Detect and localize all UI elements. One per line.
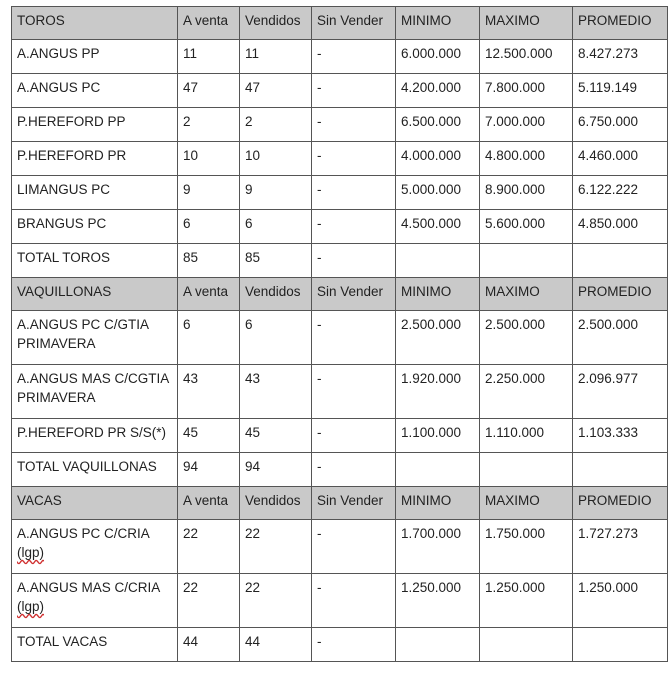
cell-minimo: 1.920.000 <box>396 365 480 419</box>
cell-a-venta: 47 <box>178 74 240 108</box>
table-row <box>12 74 668 108</box>
cell-promedio: 8.427.273 <box>573 40 668 74</box>
col-promedio: PROMEDIO <box>573 487 668 520</box>
section-header-vacas <box>12 487 668 520</box>
col-sin-vender: Sin Vender <box>312 278 396 311</box>
cell-minimo: 4.000.000 <box>396 142 480 176</box>
col-sin-vender: Sin Vender <box>312 487 396 520</box>
col-maximo: MAXIMO <box>480 487 573 520</box>
table-row <box>12 520 668 574</box>
col-vendidos: Vendidos <box>240 487 312 520</box>
cell-vendidos: 6 <box>240 311 312 365</box>
row-name <box>12 311 178 365</box>
cell-minimo: 1.700.000 <box>396 520 480 574</box>
cell-vendidos: 47 <box>240 74 312 108</box>
cell-minimo: 6.500.000 <box>396 108 480 142</box>
cell-promedio: 5.119.149 <box>573 74 668 108</box>
section-title: VAQUILLONAS <box>12 278 178 311</box>
cell-vendidos: 43 <box>240 365 312 419</box>
cell-a-venta: 2 <box>178 108 240 142</box>
empty-cell <box>396 244 480 278</box>
col-vendidos: Vendidos <box>240 7 312 40</box>
row-name: BRANGUS PC <box>12 210 178 244</box>
auction-results-table <box>11 6 668 662</box>
table-row <box>12 108 668 142</box>
cell-maximo: 7.800.000 <box>480 74 573 108</box>
section-title: VACAS <box>12 487 178 520</box>
table-row <box>12 419 668 453</box>
table-row <box>12 311 668 365</box>
col-a-venta: A venta <box>178 7 240 40</box>
cell-vendidos: 9 <box>240 176 312 210</box>
table-row <box>12 210 668 244</box>
cell-maximo: 1.110.000 <box>480 419 573 453</box>
cell-promedio: 1.727.273 <box>573 520 668 574</box>
cell-a-venta: 6 <box>178 210 240 244</box>
empty-cell <box>573 453 668 487</box>
total-vendidos: 94 <box>240 453 312 487</box>
empty-cell <box>480 628 573 662</box>
col-vendidos: Vendidos <box>240 278 312 311</box>
col-maximo: MAXIMO <box>480 278 573 311</box>
row-name-line1: A.ANGUS PC C/GTIA <box>17 317 150 332</box>
cell-sin-vender: - <box>312 520 396 574</box>
col-a-venta: A venta <box>178 487 240 520</box>
cell-a-venta: 22 <box>178 574 240 628</box>
empty-cell <box>480 453 573 487</box>
cell-sin-vender: - <box>312 574 396 628</box>
empty-cell <box>573 628 668 662</box>
empty-cell <box>396 628 480 662</box>
row-name: A.ANGUS PC <box>12 74 178 108</box>
cell-vendidos: 10 <box>240 142 312 176</box>
total-vendidos: 44 <box>240 628 312 662</box>
total-row <box>12 453 668 487</box>
row-name-line2: (lgp) <box>17 545 45 560</box>
col-promedio: PROMEDIO <box>573 7 668 40</box>
row-name: P.HEREFORD PP <box>12 108 178 142</box>
total-sin-vender: - <box>312 244 396 278</box>
cell-a-venta: 43 <box>178 365 240 419</box>
cell-promedio: 2.500.000 <box>573 311 668 365</box>
cell-promedio: 4.460.000 <box>573 142 668 176</box>
table-row <box>12 176 668 210</box>
cell-promedio: 2.096.977 <box>573 365 668 419</box>
cell-minimo: 6.000.000 <box>396 40 480 74</box>
cell-vendidos: 2 <box>240 108 312 142</box>
row-name-line1: A.ANGUS MAS C/CRIA <box>17 580 161 595</box>
table-row <box>12 142 668 176</box>
total-sin-vender: - <box>312 628 396 662</box>
row-name-line2: (lgp) <box>17 599 45 614</box>
cell-maximo: 5.600.000 <box>480 210 573 244</box>
cell-a-venta: 10 <box>178 142 240 176</box>
cell-vendidos: 6 <box>240 210 312 244</box>
cell-sin-vender: - <box>312 40 396 74</box>
cell-sin-vender: - <box>312 311 396 365</box>
cell-minimo: 1.250.000 <box>396 574 480 628</box>
total-vendidos: 85 <box>240 244 312 278</box>
row-name: P.HEREFORD PR S/S(*) <box>12 419 178 453</box>
total-row <box>12 628 668 662</box>
cell-sin-vender: - <box>312 419 396 453</box>
col-minimo: MINIMO <box>396 487 480 520</box>
cell-vendidos: 22 <box>240 574 312 628</box>
cell-maximo: 2.250.000 <box>480 365 573 419</box>
row-name-line2: PRIMAVERA <box>17 336 96 351</box>
total-label: TOTAL TOROS <box>12 244 178 278</box>
cell-vendidos: 11 <box>240 40 312 74</box>
row-name <box>12 574 178 628</box>
cell-a-venta: 6 <box>178 311 240 365</box>
cell-promedio: 6.122.222 <box>573 176 668 210</box>
row-name: A.ANGUS PP <box>12 40 178 74</box>
total-label: TOTAL VACAS <box>12 628 178 662</box>
empty-cell <box>573 244 668 278</box>
cell-maximo: 7.000.000 <box>480 108 573 142</box>
total-label: TOTAL VAQUILLONAS <box>12 453 178 487</box>
col-promedio: PROMEDIO <box>573 278 668 311</box>
total-sin-vender: - <box>312 453 396 487</box>
row-name-line1: A.ANGUS MAS C/CGTIA <box>17 371 170 386</box>
col-sin-vender: Sin Vender <box>312 7 396 40</box>
cell-sin-vender: - <box>312 210 396 244</box>
cell-a-venta: 9 <box>178 176 240 210</box>
cell-vendidos: 45 <box>240 419 312 453</box>
cell-promedio: 1.250.000 <box>573 574 668 628</box>
cell-maximo: 4.800.000 <box>480 142 573 176</box>
col-minimo: MINIMO <box>396 278 480 311</box>
cell-vendidos: 22 <box>240 520 312 574</box>
col-minimo: MINIMO <box>396 7 480 40</box>
section-header-toros <box>12 7 668 40</box>
section-title: TOROS <box>12 7 178 40</box>
cell-a-venta: 11 <box>178 40 240 74</box>
section-header-vaquillonas <box>12 278 668 311</box>
cell-maximo: 2.500.000 <box>480 311 573 365</box>
cell-promedio: 6.750.000 <box>573 108 668 142</box>
cell-sin-vender: - <box>312 365 396 419</box>
cell-minimo: 5.000.000 <box>396 176 480 210</box>
table-row <box>12 365 668 419</box>
total-a-venta: 94 <box>178 453 240 487</box>
cell-maximo: 12.500.000 <box>480 40 573 74</box>
table-row <box>12 40 668 74</box>
col-a-venta: A venta <box>178 278 240 311</box>
cell-minimo: 2.500.000 <box>396 311 480 365</box>
cell-promedio: 4.850.000 <box>573 210 668 244</box>
row-name <box>12 520 178 574</box>
cell-minimo: 4.500.000 <box>396 210 480 244</box>
cell-sin-vender: - <box>312 176 396 210</box>
cell-sin-vender: - <box>312 142 396 176</box>
cell-maximo: 1.750.000 <box>480 520 573 574</box>
cell-promedio: 1.103.333 <box>573 419 668 453</box>
row-name <box>12 365 178 419</box>
cell-maximo: 8.900.000 <box>480 176 573 210</box>
table-row <box>12 574 668 628</box>
total-a-venta: 85 <box>178 244 240 278</box>
cell-a-venta: 45 <box>178 419 240 453</box>
col-maximo: MAXIMO <box>480 7 573 40</box>
cell-sin-vender: - <box>312 74 396 108</box>
cell-minimo: 4.200.000 <box>396 74 480 108</box>
cell-minimo: 1.100.000 <box>396 419 480 453</box>
empty-cell <box>480 244 573 278</box>
row-name-line2: PRIMAVERA <box>17 390 96 405</box>
row-name: LIMANGUS PC <box>12 176 178 210</box>
cell-sin-vender: - <box>312 108 396 142</box>
row-name-line1: A.ANGUS PC C/CRIA <box>17 526 150 541</box>
total-a-venta: 44 <box>178 628 240 662</box>
empty-cell <box>396 453 480 487</box>
cell-a-venta: 22 <box>178 520 240 574</box>
total-row <box>12 244 668 278</box>
row-name: P.HEREFORD PR <box>12 142 178 176</box>
cell-maximo: 1.250.000 <box>480 574 573 628</box>
